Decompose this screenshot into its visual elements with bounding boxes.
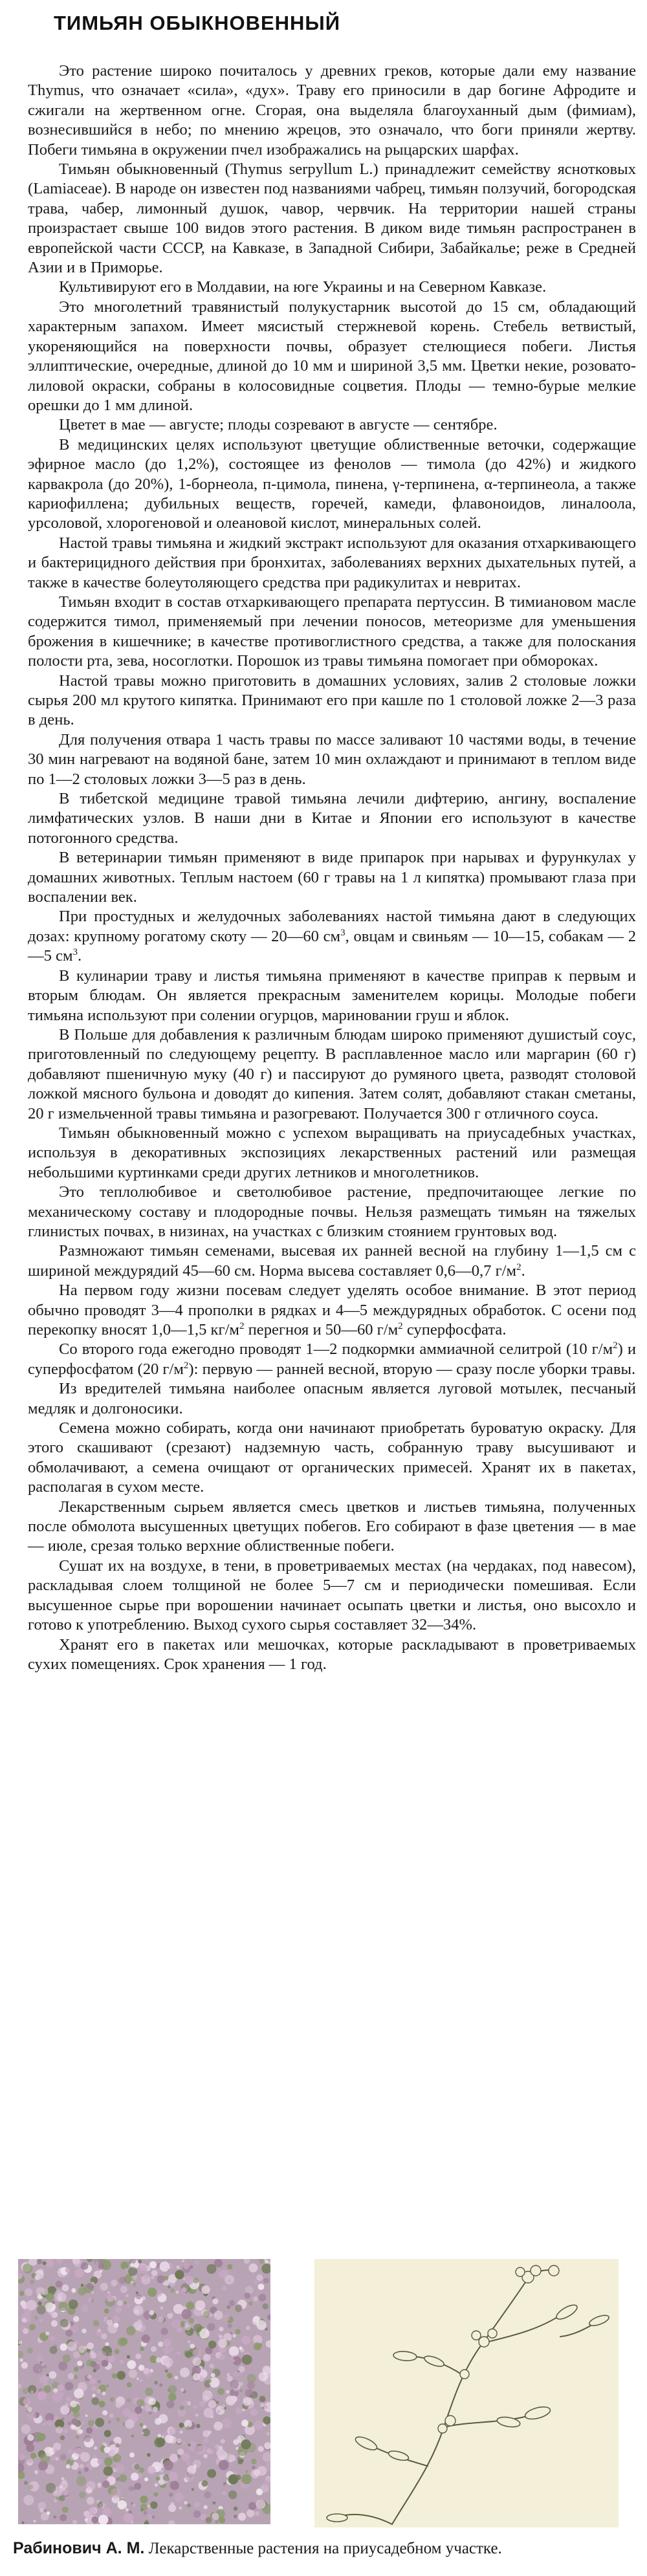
- article-paragraph: Цветет в мае — августе; плоды созревают в августе — сентябре.: [59, 416, 498, 434]
- citation-author: Рабинович А. М.: [13, 2539, 145, 2557]
- article-paragraph: Настой травы тимьяна и жидкий экстракт используют для оказания отхаркивающего и бактерицидного действия при бронхитах, заболеваниях верхних дыхательных путей, а также в качестве болеутоляющего средства при радикулитах и невритах.: [28, 534, 636, 591]
- citation-book: Лекарственные растения на приусадебном участке.: [148, 2540, 502, 2557]
- article-paragraph: Культивируют его в Молдавии, на юге Украины и на Северном Кавказе.: [59, 278, 547, 296]
- article-paragraph: В медицинских целях используют цветущие облиственные веточки, содержащие эфирное масло (до 1,2%), состоящее из фенолов — тимола (до 42%) и жидкого карвакрола (до 20%), 1-борнеола, п-цимола, пинена, γ-терпинена, α-терпинеола, а также кариофиллена; дубильных веществ, горечей, камеди, флавоноидов, линалоола, урсоловой, хлорогеновой и олеановой кислот, минеральных солей.: [28, 435, 636, 532]
- source-citation: [13, 2539, 644, 2558]
- article-paragraph: В ветеринарии тимьян применяют в виде припарок при нарывах и фурункулах у домашних животных. Теплым настоем (60 г травы на 1 л кипятка) промывают глаза при воспалении век.: [28, 849, 636, 906]
- thyme-photo: [18, 2259, 270, 2524]
- article-paragraph: Со второго года ежегодно проводят 1—2 подкормки аммиачной селитрой (10 $г/м^2$) и суперфосфатом (20 $г/м^2$): первую — ранней весной, вторую — сразу после уборки травы.: [28, 1340, 637, 1378]
- document-page: [12, 0, 635, 2576]
- article-paragraph: Это многолетний травянистый полукустарник высотой до 15 см, обладающий характерным запахом. Имеет мясистый стержневой корень. Стебель ветвистый, укореняющийся на поверхности почвы, образует стелющиеся побеги. Листья эллиптические, очередные, длиной до 10 мм и шириной 3,5 мм. Цветки некие, розовато-лиловой окраски, собраны в колосовидные соцветия. Плоды — темно-бурые мелкие орешки до 1 мм длиной.: [28, 298, 636, 414]
- article-paragraph: Это теплолюбивое и светолюбивое растение, предпочитающее легкие по механическому составу и плодородные почвы. Нельзя размещать тимьян на тяжелых глинистых почвах, в низинах, на участках с близким стоянием грунтовых вод.: [28, 1183, 636, 1240]
- article-paragraph: На первом году жизни посевам следует уделять особое внимание. В этот период обычно проводят 3—4 прополки в рядках и 4—5 междурядных обработок. С осени под перекопку вносят 1,0—1,5 $кг/м^2$ перегноя и 50—60 $г/м^2$ суперфосфата.: [28, 1282, 636, 1338]
- article-paragraph: Размножают тимьян семенами, высевая их ранней весной на глубину 1—1,5 см с шириной междурядий 45—60 см. Норма высева составляет 0,6—0,7 $г/м^2$.: [28, 1242, 636, 1280]
- article-paragraph: Лекарственным сырьем является смесь цветков и листьев тимьяна, полученных после обмолота высушенных цветущих побегов. Его собирают в фазе цветения — в мае — июле, срезая только верхние облиственные побеги.: [28, 1498, 636, 1555]
- article-paragraph: Настой травы можно приготовить в домашних условиях, залив 2 столовые ложки сырья 200 мл крутого кипятка. Принимают его при кашле по 1 столовой ложке 2—3 раза в день.: [28, 671, 636, 729]
- article-paragraph: Тимьян обыкновенный (Thymus serpyllum L.) принадлежит семейству яснотковых (Lamiaceae). В народе он известен под названиями чабрец, тимьян ползучий, богородская трава, чабер, лимонный душок, чавор, червчик. На территории нашей страны произрастает свыше 100 видов этого растения. В диком виде тимьян распространен в европейской части СССР, на Кавказе, в Западной Сибири, Забайкалье; реже в Средней Азии и в Приморье.: [28, 160, 636, 277]
- article-paragraph: Сушат их на воздухе, в тени, в проветриваемых местах (на чердаках, под навесом), раскладывая слоем толщиной не более 5—7 см и периодически помешивая. Если высушенное сырье при ворошении начинает осыпать цветки и листья, оно высохло и готово к употреблению. Выход сухого сырья составляет 32—34%.: [28, 1556, 636, 1634]
- article-paragraph: В тибетской медицине травой тимьяна лечили дифтерию, ангину, воспаление лимфатических узлов. В наши дни в Китае и Японии его используют в качестве потогонного средства.: [28, 790, 636, 847]
- illustrations: [18, 2259, 642, 2527]
- article-paragraph: Семена можно собирать, когда они начинают приобретать буроватую окраску. Для этого скашивают (срезают) надземную часть, собранную траву высушивают и обмолачивают, а семена очищают от органических примесей. Хранят их в пакетах, располагая в сухом месте.: [28, 1419, 636, 1496]
- article-paragraph: В Польше для добавления к различным блюдам широко применяют душистый соус, приготовленный по следующему рецепту. В расплавленное масло или маргарин (60 г) добавляют пшеничную муку (40 г) и пассируют до румяного цвета, разводят столовой ложкой мясного бульона и доводят до кипения. Затем солят, добавляют стакан сметаны, 20 г измельченной травы тимьяна и разогревают. Получается 300 г отличного соуса.: [28, 1025, 636, 1122]
- article-paragraph: Хранят его в пакетах или мешочках, которые раскладывают в проветриваемых сухих помещениях. Срок хранения — 1 год.: [28, 1635, 636, 1673]
- article-paragraph: При простудных и желудочных заболеваниях настой тимьяна дают в следующих дозах: крупному рогатому скоту — 20—60 $см^3$, овцам и свиньям — 10—15, собакам — 2—5 $см^3$.: [28, 908, 636, 965]
- article-paragraph: Для получения отвара 1 часть травы по массе заливают 10 частями воды, в течение 30 мин нагревают на водяной бане, затем 10 мин охлаждают и принимают в теплом виде по 1—2 столовых ложки 3—5 раз в день.: [28, 730, 636, 788]
- article-paragraph: В кулинарии траву и листья тимьяна применяют в качестве приправ к первым и вторым блюдам. Он является прекрасным заменителем корицы. Молодые побеги тимьяна используют при солении огурцов, мариновании груш и яблок.: [28, 966, 636, 1024]
- thyme-botanical-drawing: [314, 2259, 619, 2527]
- article-paragraph: Тимьян обыкновенный можно с успехом выращивать на приусадебных участках, используя в декоративных экспозициях лекарственных растений или размещая небольшими куртинками среди других летников и многолетников.: [28, 1124, 636, 1181]
- article-paragraph: Тимьян входит в состав отхаркивающего препарата пертуссин. В тимиановом масле содержится тимол, применяемый при лечении поносов, метеоризме для уменьшения брожения в кишечнике; в качестве противоглистного средства, а также для полоскания полости рта, зева, носоглотки. Порошок из травы тимьяна помогает при обмороках.: [28, 593, 636, 670]
- article-paragraph: Это растение широко почиталось у древних греков, которые дали ему название Thymus, что означает «сила», «дух». Траву его приносили в дар богине Афродите и сжигали на жертвенном огне. Сгорая, она выделяла благоуханный дым (фимиам), вознесившийся в небо; по мнению жрецов, это означало, что боги приняли жертву. Побеги тимьяна в окружении пчел изображались на рыцарских шарфах.: [28, 62, 636, 158]
- article-title: ТИМЬЯН ОБЫКНОВЕННЫЙ: [54, 12, 341, 34]
- article-paragraph: Из вредителей тимьяна наиболее опасным является луговой мотылек, песчаный медляк и долгоносики.: [28, 1380, 636, 1417]
- article-body: [28, 61, 636, 1674]
